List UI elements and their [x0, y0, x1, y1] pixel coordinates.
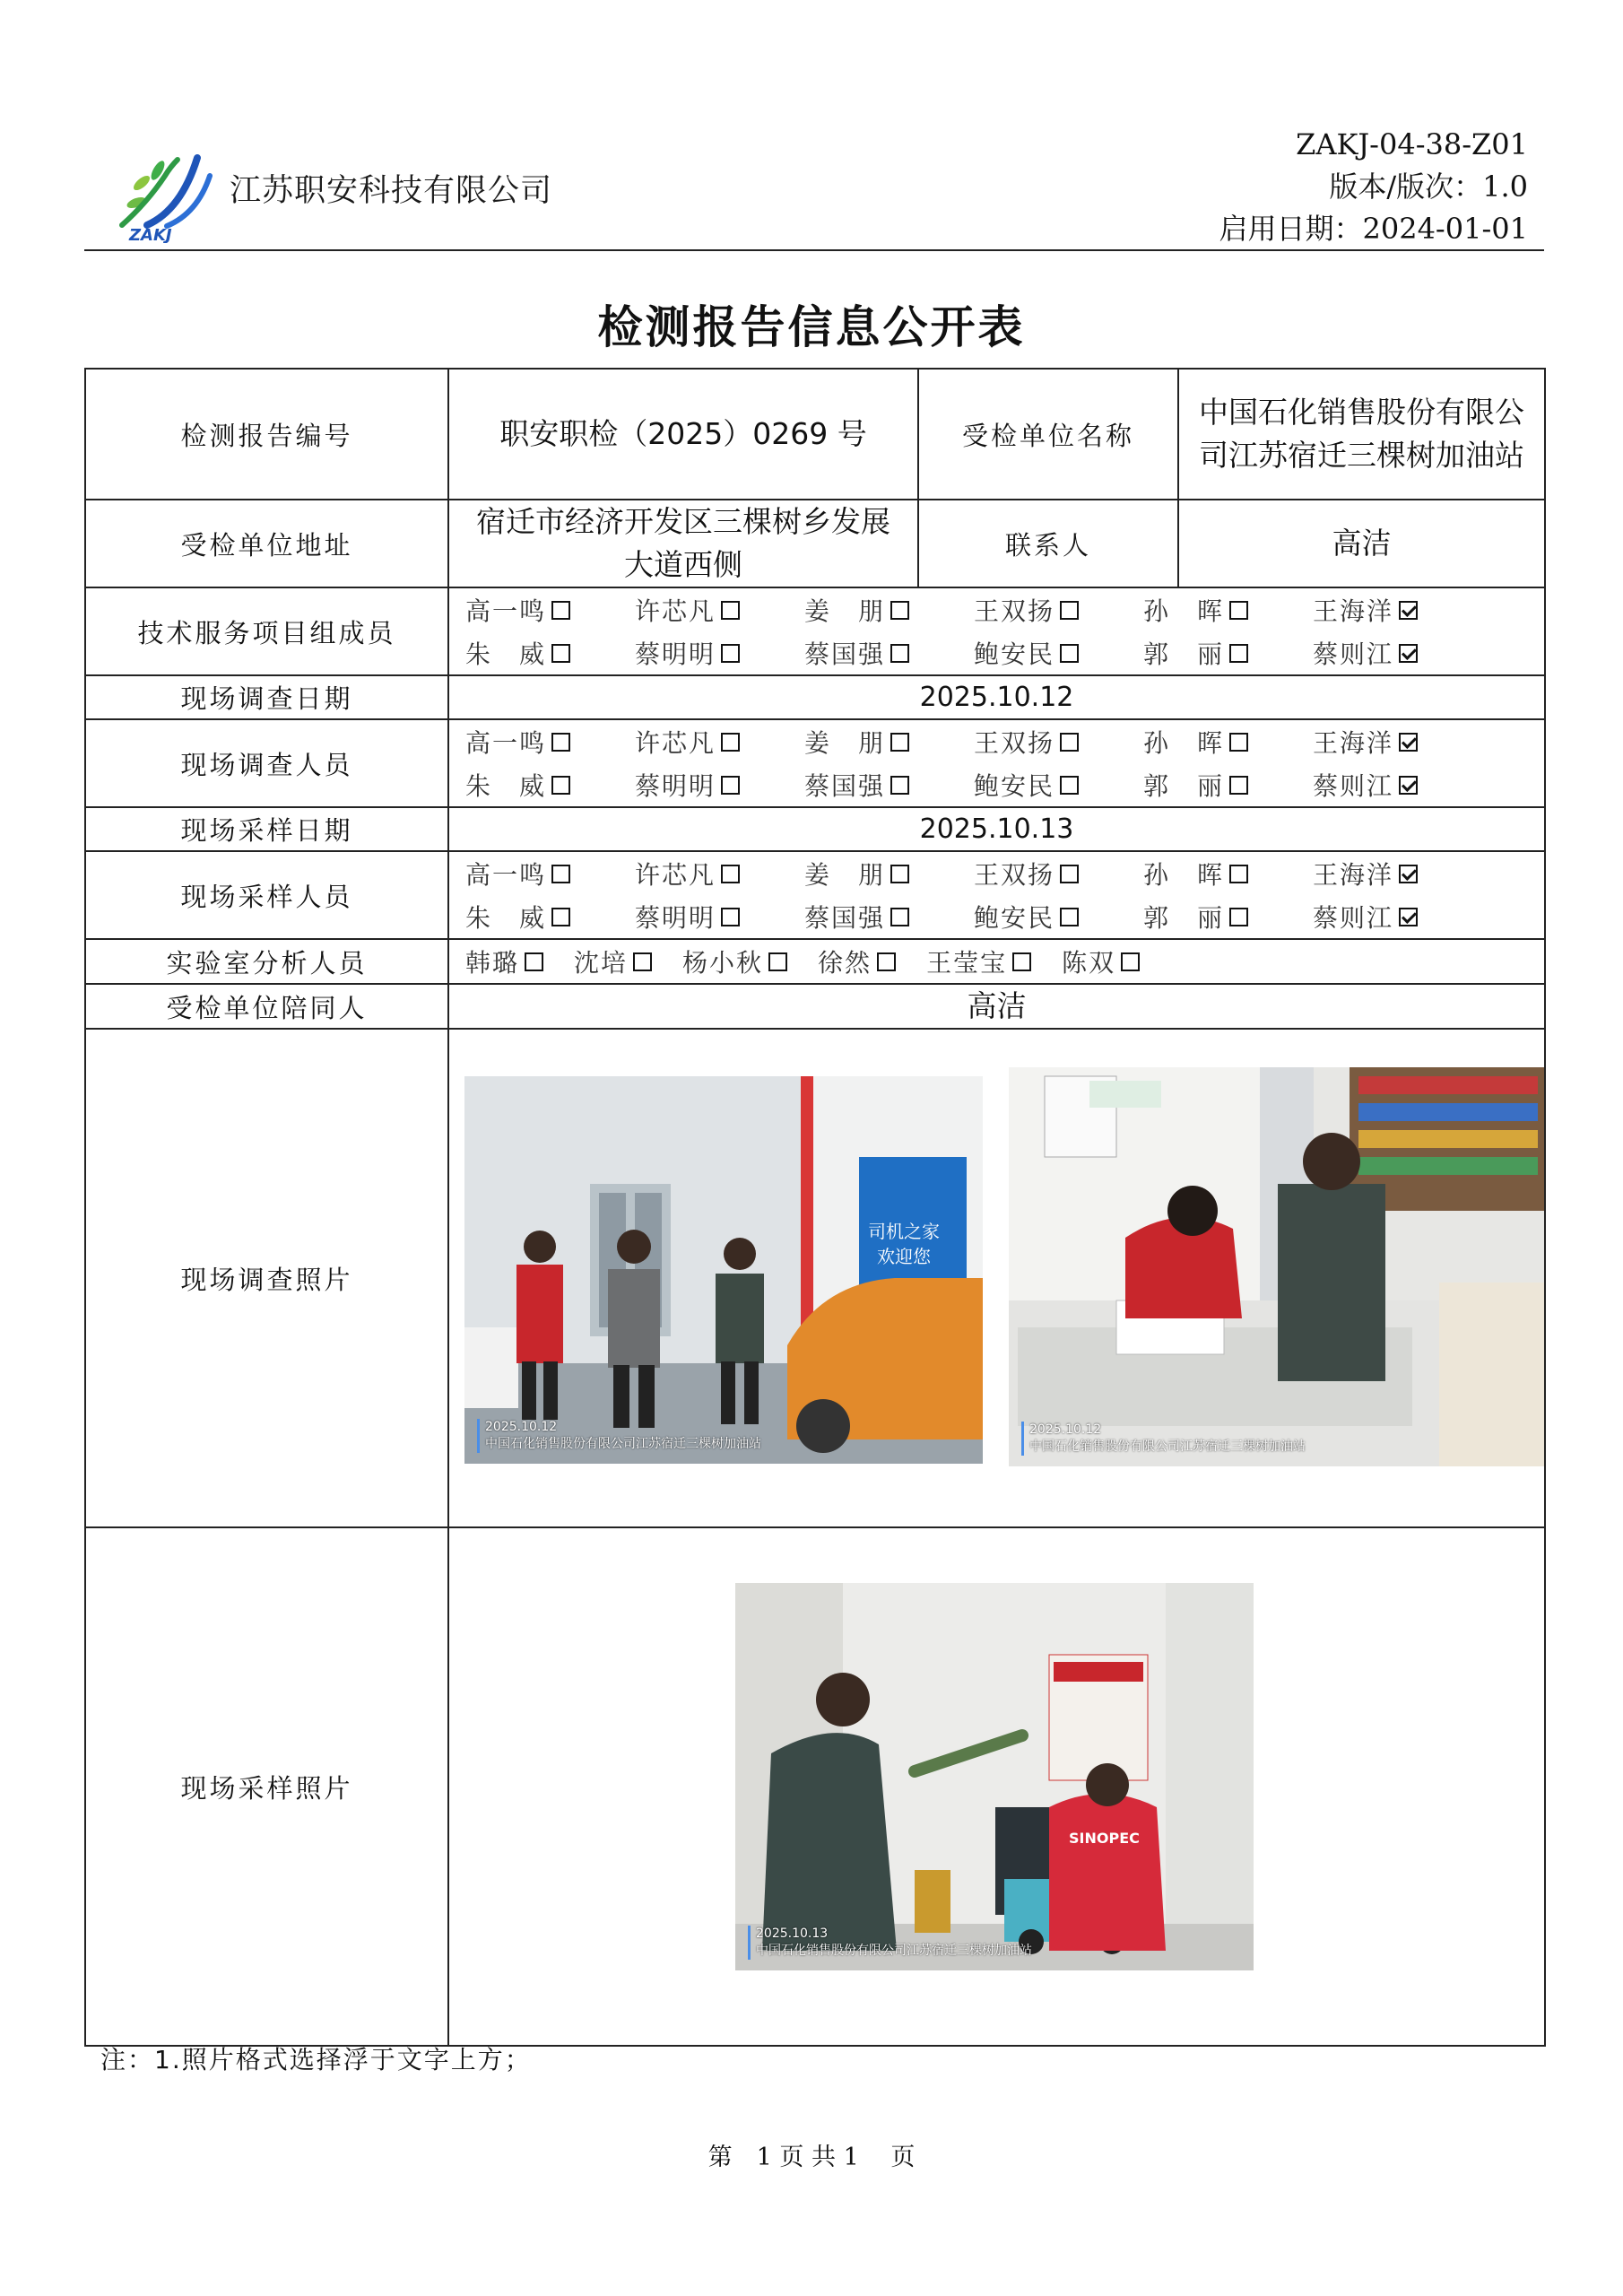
survey-staff-list: [448, 719, 1545, 807]
person-entry: 高一鸣: [465, 592, 635, 628]
checkbox[interactable]: [890, 644, 909, 663]
person-entry: 杨小秋: [682, 944, 787, 979]
checkbox[interactable]: [551, 733, 570, 752]
person-entry: 朱 威: [465, 635, 635, 671]
checkbox[interactable]: [721, 644, 740, 663]
checkbox[interactable]: [551, 644, 570, 663]
person-entry: 朱 威: [465, 899, 635, 935]
person-entry: 王海洋: [1313, 856, 1482, 891]
person-entry: 王双扬: [974, 856, 1143, 891]
svg-text:ZAKJ: ZAKJ: [129, 226, 172, 243]
person-entry: 许芯凡: [635, 856, 804, 891]
doc-version: 版本/版次：1.0: [1329, 170, 1528, 204]
person-entry: 孙 晖: [1143, 724, 1313, 760]
person-entry: 蔡则江: [1313, 899, 1482, 935]
person-entry: 鲍安民: [974, 635, 1143, 671]
person-entry: 蔡明明: [635, 635, 804, 671]
person-entry: 蔡明明: [635, 899, 804, 935]
checkbox[interactable]: [551, 601, 570, 620]
person-entry: 蔡则江: [1313, 635, 1482, 671]
unit-address-label: 受检单位地址: [85, 500, 448, 587]
person-entry: 王双扬: [974, 724, 1143, 760]
survey-date-value: 2025.10.12: [448, 675, 1545, 719]
person-entry: 蔡则江: [1313, 767, 1482, 803]
checkbox[interactable]: [721, 776, 740, 795]
person-entry: 郭 丽: [1143, 635, 1313, 671]
checkbox[interactable]: [1060, 601, 1079, 620]
escort-label: 受检单位陪同人: [85, 984, 448, 1029]
person-row: [465, 763, 1544, 806]
checkbox[interactable]: [633, 952, 652, 971]
checkbox-checked[interactable]: [1399, 776, 1418, 795]
checkbox-checked[interactable]: [1399, 601, 1418, 620]
checkbox[interactable]: [1012, 952, 1031, 971]
checkbox[interactable]: [768, 952, 787, 971]
checkbox[interactable]: [525, 952, 543, 971]
page-footer: 第 1 页 共 1 页: [707, 2144, 916, 2171]
person-row: [465, 720, 1544, 763]
checkbox[interactable]: [890, 865, 909, 883]
checkbox[interactable]: [721, 908, 740, 926]
report-no-label: 检测报告编号: [85, 369, 448, 500]
sample-photo-1: [735, 1583, 1254, 1970]
checkbox[interactable]: [721, 865, 740, 883]
person-entry: 王莹宝: [926, 944, 1031, 979]
checkbox[interactable]: [551, 865, 570, 883]
page-title: 检测报告信息公开表: [597, 301, 1026, 353]
person-entry: 高一鸣: [465, 856, 635, 891]
checkbox[interactable]: [877, 952, 896, 971]
survey-photo-label: 现场调查照片: [85, 1029, 448, 1527]
checkbox[interactable]: [551, 908, 570, 926]
person-entry: 姜 朋: [804, 856, 974, 891]
svg-text:SINOPEC: SINOPEC: [1069, 1830, 1140, 1847]
person-entry: 郭 丽: [1143, 899, 1313, 935]
checkbox[interactable]: [890, 733, 909, 752]
report-no-value: 职安职检（2025）0269 号: [448, 369, 918, 500]
unit-name-label: 受检单位名称: [918, 369, 1178, 500]
company-name: 江苏职安科技有限公司: [230, 173, 553, 209]
person-entry: 沈培: [574, 944, 652, 979]
photo-watermark: 2025.10.12 中国石化销售股份有限公司江苏宿迁三棵树加油站: [1021, 1422, 1306, 1456]
checkbox[interactable]: [1060, 733, 1079, 752]
person-row: [465, 588, 1544, 631]
person-entry: 徐然: [818, 944, 896, 979]
unit-name-value: 中国石化销售股份有限公司江苏宿迁三棵树加油站: [1178, 369, 1545, 500]
checkbox[interactable]: [1229, 601, 1248, 620]
escort-value: 高洁: [448, 984, 1545, 1029]
checkbox[interactable]: [1229, 644, 1248, 663]
checkbox[interactable]: [1229, 733, 1248, 752]
person-entry: 王双扬: [974, 592, 1143, 628]
svg-text:欢迎您: 欢迎您: [877, 1246, 931, 1267]
checkbox[interactable]: [1229, 865, 1248, 883]
sample-staff-label: 现场采样人员: [85, 851, 448, 939]
sample-date-label: 现场采样日期: [85, 807, 448, 851]
person-entry: 许芯凡: [635, 592, 804, 628]
person-entry: 蔡国强: [804, 635, 974, 671]
checkbox-checked[interactable]: [1399, 908, 1418, 926]
checkbox[interactable]: [721, 601, 740, 620]
person-entry: 朱 威: [465, 767, 635, 803]
survey-photo-1: [464, 1076, 983, 1464]
person-row: [465, 631, 1544, 674]
person-row: [465, 852, 1544, 895]
survey-photo-2: [1009, 1067, 1544, 1466]
lab-staff-list: [448, 939, 1545, 984]
survey-photo-1-image: [464, 1076, 983, 1464]
person-entry: 韩璐: [465, 944, 543, 979]
person-entry: 郭 丽: [1143, 767, 1313, 803]
contact-label: 联系人: [918, 500, 1178, 587]
person-entry: 姜 朋: [804, 592, 974, 628]
sample-photo-label: 现场采样照片: [85, 1527, 448, 2046]
sample-date-value: 2025.10.13: [448, 807, 1545, 851]
contact-value: 高洁: [1178, 500, 1545, 587]
survey-date-label: 现场调查日期: [85, 675, 448, 719]
checkbox[interactable]: [890, 601, 909, 620]
footnote: 注：1.照片格式选择浮于文字上方；: [100, 2045, 532, 2074]
checkbox[interactable]: [721, 733, 740, 752]
photo-watermark: 2025.10.13 中国石化销售股份有限公司江苏宿迁三棵树加油站: [748, 1926, 1032, 1960]
sample-photo-1-image: [735, 1583, 1254, 1970]
person-entry: 鲍安民: [974, 767, 1143, 803]
person-entry: 鲍安民: [974, 899, 1143, 935]
checkbox[interactable]: [1229, 908, 1248, 926]
checkbox-checked[interactable]: [1399, 733, 1418, 752]
checkbox[interactable]: [1229, 776, 1248, 795]
person-entry: 蔡明明: [635, 767, 804, 803]
person-entry: 王海洋: [1313, 724, 1482, 760]
lab-staff-label: 实验室分析人员: [85, 939, 448, 984]
person-entry: 孙 晖: [1143, 592, 1313, 628]
person-entry: 蔡国强: [804, 899, 974, 935]
person-entry: 陈双: [1062, 944, 1140, 979]
checkbox[interactable]: [1060, 865, 1079, 883]
person-entry: 姜 朋: [804, 724, 974, 760]
photo-watermark: 2025.10.12 中国石化销售股份有限公司江苏宿迁三棵树加油站: [477, 1419, 761, 1453]
zakj-logo: [111, 140, 219, 243]
checkbox[interactable]: [1060, 776, 1079, 795]
unit-address-value: 宿迁市经济开发区三棵树乡发展大道西侧: [448, 500, 918, 587]
checkbox[interactable]: [1060, 908, 1079, 926]
checkbox[interactable]: [1121, 952, 1140, 971]
checkbox[interactable]: [890, 908, 909, 926]
doc-start-date: 启用日期：2024-01-01: [1219, 212, 1528, 246]
survey-staff-label: 现场调查人员: [85, 719, 448, 807]
person-entry: 王海洋: [1313, 592, 1482, 628]
page-header: [84, 117, 1544, 251]
tech-team-list: [448, 587, 1545, 675]
checkbox[interactable]: [551, 776, 570, 795]
person-entry: 孙 晖: [1143, 856, 1313, 891]
person-entry: 许芯凡: [635, 724, 804, 760]
svg-text:司机之家: 司机之家: [868, 1221, 940, 1242]
checkbox-checked[interactable]: [1399, 644, 1418, 663]
survey-photo-2-image: [1009, 1067, 1544, 1466]
sample-staff-list: [448, 851, 1545, 939]
checkbox[interactable]: [1060, 644, 1079, 663]
person-entry: 蔡国强: [804, 767, 974, 803]
checkbox-checked[interactable]: [1399, 865, 1418, 883]
lab-row: [465, 940, 1544, 983]
person-row: [465, 895, 1544, 938]
tech-team-label: 技术服务项目组成员: [85, 587, 448, 675]
doc-meta: [1219, 124, 1528, 250]
person-entry: 高一鸣: [465, 724, 635, 760]
checkbox[interactable]: [890, 776, 909, 795]
doc-code: ZAKJ-04-38-Z01: [1296, 127, 1528, 161]
